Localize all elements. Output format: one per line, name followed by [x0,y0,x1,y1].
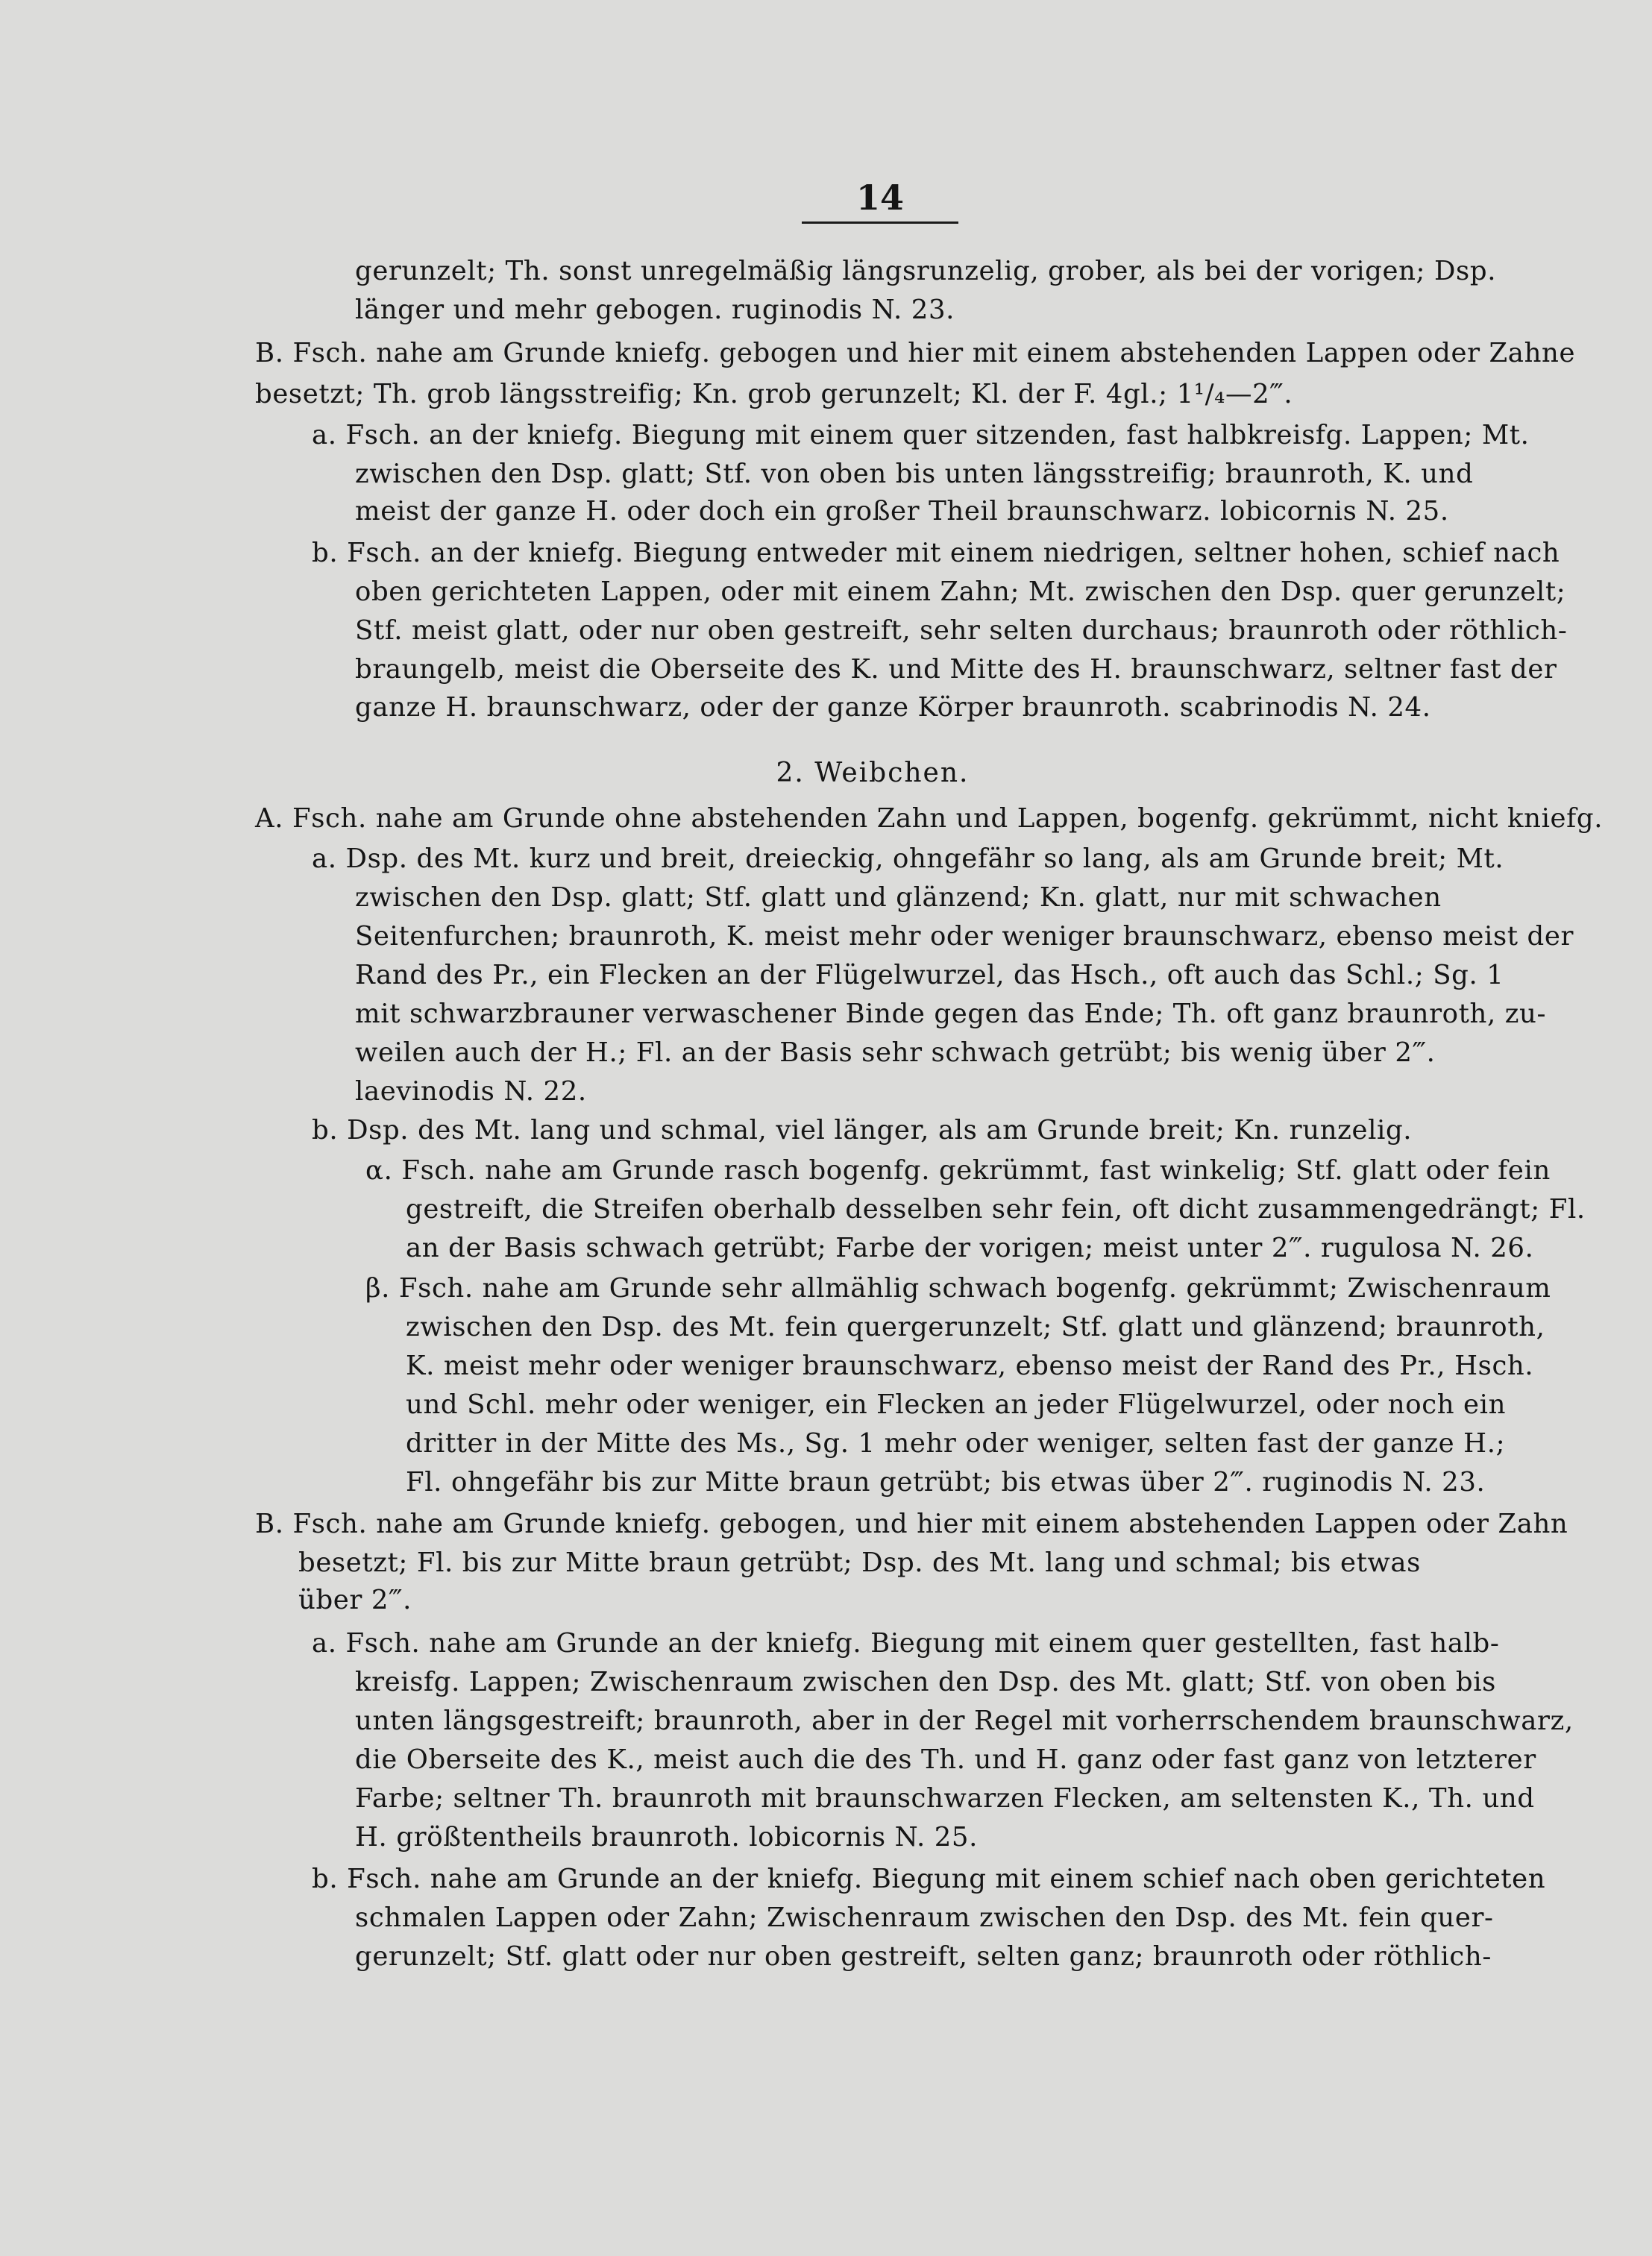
text-line: mit schwarzbrauner verwaschener Binde gegen das Ende; Th. oft ganz braunroth, zu- [355,999,1547,1029]
text-line: Farbe; seltner Th. braunroth mit braunschwarzen Flecken, am seltensten K., Th. und [355,1783,1535,1814]
text-line: besetzt; Fl. bis zur Mitte braun getrübt; Dsp. des Mt. lang und schmal; bis etwas [298,1548,1422,1578]
text-line: Fl. ohngefähr bis zur Mitte braun getrübt; bis etwas über 2‴. ruginodis N. 23. [406,1467,1486,1498]
text-line: Seitenfurchen; braunroth, K. meist mehr oder weniger braunschwarz, ebenso meist der [355,921,1574,952]
text-line: gerunzelt; Th. sonst unregelmäßig längsrunzelig, grober, als bei der vorigen; Dsp. [355,256,1497,286]
text-line: B. Fsch. nahe am Grunde kniefg. gebogen, und hier mit einem abstehenden Lappen oder Zahn [255,1509,1568,1539]
text-line: H. größtentheils braunroth. lobicornis N. 25. [355,1822,978,1853]
section-heading: 2. Weibchen. [776,758,970,788]
text-line: besetzt; Th. grob längsstreifig; Kn. grob gerunzelt; Kl. der F. 4gl.; 1¹/₄—2‴. [255,379,1293,409]
text-line: länger und mehr gebogen. ruginodis N. 23. [355,295,955,325]
text-line: zwischen den Dsp. des Mt. fein quergerunzelt; Stf. glatt und glänzend; braunroth, [406,1312,1545,1342]
text-line: an der Basis schwach getrübt; Farbe der vorigen; meist unter 2‴. rugulosa N. 26. [406,1233,1534,1263]
text-line: A. Fsch. nahe am Grunde ohne abstehenden Zahn und Lappen, bogenfg. gekrümmt, nicht kniefg. [255,803,1604,834]
text-line: braungelb, meist die Oberseite des K. und Mitte des H. braunschwarz, seltner fast der [355,654,1557,685]
text-line: β. Fsch. nahe am Grunde sehr allmählig schwach bogenfg. gekrümmt; Zwischenraum [365,1273,1551,1304]
text-line: die Oberseite des K., meist auch die des Th. und H. ganz oder fast ganz von letzterer [355,1744,1536,1775]
text-line: und Schl. mehr oder weniger, ein Flecken an jeder Flügelwurzel, oder noch ein [406,1389,1507,1420]
text-line: dritter in der Mitte des Ms., Sg. 1 mehr oder weniger, selten fast der ganze H.; [406,1428,1506,1459]
text-line: B. Fsch. nahe am Grunde kniefg. gebogen und hier mit einem abstehenden Lappen oder Zahne [255,338,1576,368]
text-line: ganze H. braunschwarz, oder der ganze Körper braunroth. scabrinodis N. 24. [355,692,1431,723]
text-line: a. Fsch. nahe am Grunde an der kniefg. Biegung mit einem quer gestellten, fast halb- [312,1628,1500,1659]
text-line: gerunzelt; Stf. glatt oder nur oben gestreift, selten ganz; braunroth oder röthlich- [355,1941,1492,1972]
text-line: laevinodis N. 22. [355,1076,587,1107]
text-line: schmalen Lappen oder Zahn; Zwischenraum zwischen den Dsp. des Mt. fein quer- [355,1902,1494,1933]
text-line: zwischen den Dsp. glatt; Stf. von oben bis unten längsstreifig; braunroth, K. und [355,459,1474,489]
text-line: b. Fsch. nahe am Grunde an der kniefg. Biegung mit einem schief nach oben gerichteten [312,1864,1546,1894]
text-line: zwischen den Dsp. glatt; Stf. glatt und glänzend; Kn. glatt, nur mit schwachen [355,882,1442,913]
page-number-rule [802,221,958,224]
text-line: über 2‴. [298,1585,412,1615]
text-line: K. meist mehr oder weniger braunschwarz, ebenso meist der Rand des Pr., Hsch. [406,1351,1534,1381]
text-line: meist der ganze H. oder doch ein großer Theil braunschwarz. lobicornis N. 25. [355,496,1449,527]
text-line: b. Dsp. des Mt. lang und schmal, viel länger, als am Grunde breit; Kn. runzelig. [312,1115,1413,1146]
page-number: 14 [855,177,904,218]
text-line: kreisfg. Lappen; Zwischenraum zwischen den Dsp. des Mt. glatt; Stf. von oben bis [355,1667,1497,1697]
text-line: a. Dsp. des Mt. kurz und breit, dreieckig, ohngefähr so lang, als am Grunde breit; Mt. [312,843,1504,874]
text-line: Stf. meist glatt, oder nur oben gestreift, sehr selten durchaus; braunroth oder röthlich- [355,615,1568,646]
text-line: α. Fsch. nahe am Grunde rasch bogenfg. gekrümmt, fast winkelig; Stf. glatt oder fein [365,1155,1551,1186]
text-line: Rand des Pr., ein Flecken an der Flügelwurzel, das Hsch., oft auch das Schl.; Sg. 1 [355,960,1504,990]
text-line: b. Fsch. an der kniefg. Biegung entweder mit einem niedrigen, seltner hohen, schief nach [312,538,1560,568]
text-line: unten längsgestreift; braunroth, aber in der Regel mit vorherrschendem braunschwarz, [355,1706,1574,1736]
text-line: oben gerichteten Lappen, oder mit einem Zahn; Mt. zwischen den Dsp. quer gerunzelt; [355,576,1566,607]
text-line: a. Fsch. an der kniefg. Biegung mit einem quer sitzenden, fast halbkreisfg. Lappen; Mt. [312,420,1530,450]
text-line: weilen auch der H.; Fl. an der Basis sehr schwach getrübt; bis wenig über 2‴. [355,1037,1436,1068]
text-line: gestreift, die Streifen oberhalb desselben sehr fein, oft dicht zusammengedrängt; Fl. [406,1194,1586,1225]
